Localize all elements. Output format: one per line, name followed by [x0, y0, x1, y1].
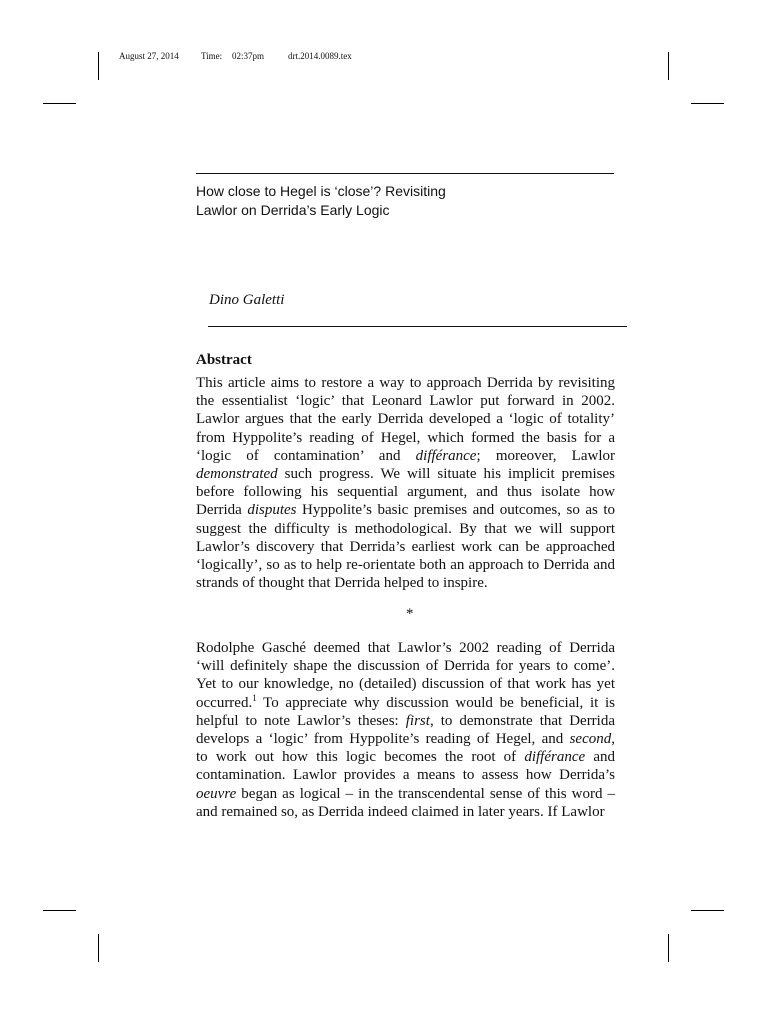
crop-mark-top-right-vertical	[668, 52, 669, 80]
text-line	[196, 374, 615, 392]
text-run: ‘logically’, so as to help re-orientate both an approach to Derrida and	[196, 556, 615, 573]
header-date: August 27, 2014	[119, 51, 179, 61]
header-file: drt.2014.0089.tex	[288, 51, 352, 61]
crop-mark-top-left-vertical	[98, 52, 99, 80]
text-run: This article aims to restore a way to approach Derrida by revisiting	[196, 375, 615, 391]
text-run: Lawlor’s discovery that Derrida’s earliest work can be approached	[196, 538, 615, 555]
text-run: began as logical – in the transcendental sense of this word –	[236, 785, 615, 802]
text-run: and remained so, as Derrida indeed claimed in later years. If Lawlor	[196, 803, 605, 820]
text-run: strands of thought that Derrida helped to inspire.	[196, 575, 488, 592]
author-rule	[208, 326, 627, 327]
text-run: occurred.	[196, 694, 253, 711]
footnote-marker: 1	[252, 692, 257, 703]
text-line	[196, 675, 615, 693]
text-line	[196, 520, 615, 538]
crop-mark-bottom-left-horizontal	[43, 910, 76, 911]
text-line	[196, 410, 615, 428]
body-text	[196, 639, 615, 821]
text-run: helpful to note Lawlor’s theses:	[196, 712, 406, 729]
emphasis-text: first	[405, 712, 430, 729]
text-run: such progress. We will situate his implicit premises	[277, 465, 615, 482]
text-run: suggest the difficulty is methodological. By that we will support	[196, 520, 615, 537]
text-run: ‘will definitely shape the discussion of Derrida for years to come’.	[196, 658, 615, 675]
text-line	[196, 803, 615, 821]
emphasis-text: différance	[524, 749, 586, 766]
text-line	[196, 556, 615, 574]
text-line	[196, 766, 615, 784]
text-line	[196, 429, 615, 447]
crop-mark-bottom-right-vertical	[668, 934, 669, 962]
author-name: Dino Galetti	[209, 292, 285, 308]
header-time: 02:37pm	[232, 51, 265, 61]
text-line	[196, 483, 615, 501]
crop-mark-top-left-horizontal	[43, 103, 76, 104]
text-line	[196, 574, 615, 592]
title-line: How close to Hegel is ‘close’? Revisiting	[196, 183, 446, 199]
text-run: ; moreover, Lawlor	[476, 447, 615, 464]
text-line	[196, 730, 615, 748]
text-run: before following his sequential argument, and thus isolate how	[196, 484, 615, 501]
article-title	[196, 182, 446, 220]
abstract-heading: Abstract	[196, 352, 252, 368]
text-run: ‘logic of contamination’ and	[196, 447, 416, 464]
emphasis-text: disputes	[247, 502, 297, 519]
text-line	[196, 785, 615, 803]
title-line: Lawlor on Derrida’s Early Logic	[196, 202, 390, 218]
text-run: develops a ‘logic’ from Hyppolite’s reading of Hegel, and	[196, 730, 570, 747]
text-run: Yet to our knowledge, no (detailed) discussion of that work has yet	[196, 676, 615, 693]
emphasis-text: différance	[415, 447, 477, 464]
emphasis-text: second	[569, 730, 612, 747]
text-line	[196, 538, 615, 556]
text-line	[196, 694, 615, 712]
text-line	[196, 447, 615, 465]
header-time-label: Time:	[201, 51, 223, 61]
text-run: contamination. Lawlor provides a means to assess how Derrida’s	[196, 767, 615, 784]
text-line	[196, 501, 615, 519]
text-run: ,	[611, 730, 615, 747]
text-run: and	[585, 749, 615, 766]
emphasis-text: oeuvre	[196, 785, 237, 802]
text-run: from Hyppolite’s reading of Hegel, which formed the basis for a	[196, 429, 615, 446]
text-run: To appreciate why discussion would be beneficial, it is	[256, 694, 615, 711]
section-separator: *	[406, 606, 414, 622]
text-run: Derrida	[196, 502, 248, 519]
crop-mark-bottom-right-horizontal	[691, 910, 724, 911]
crop-mark-bottom-left-vertical	[98, 934, 99, 962]
emphasis-text: demonstrated	[196, 465, 278, 482]
text-line	[196, 748, 615, 766]
text-line	[196, 657, 615, 675]
title-top-rule	[196, 173, 614, 174]
text-line	[196, 392, 615, 410]
text-run: Rodolphe Gasché deemed that Lawlor’s 2002 reading of Derrida	[196, 640, 615, 656]
text-run: Lawlor argues that the early Derrida developed a ‘logic of totality’	[196, 411, 615, 428]
text-run: , to demonstrate that Derrida	[429, 712, 616, 729]
text-line	[196, 639, 615, 657]
text-line	[196, 465, 615, 483]
text-run: to work out how this logic becomes the root of	[196, 749, 525, 766]
text-run: the essentialist ‘logic’ that Leonard Lawlor put forward in 2002.	[196, 393, 615, 410]
crop-mark-top-right-horizontal	[691, 103, 724, 104]
text-line	[196, 712, 615, 730]
text-run: Hyppolite’s basic premises and outcomes, so as to	[296, 502, 615, 519]
abstract-text	[196, 374, 615, 592]
